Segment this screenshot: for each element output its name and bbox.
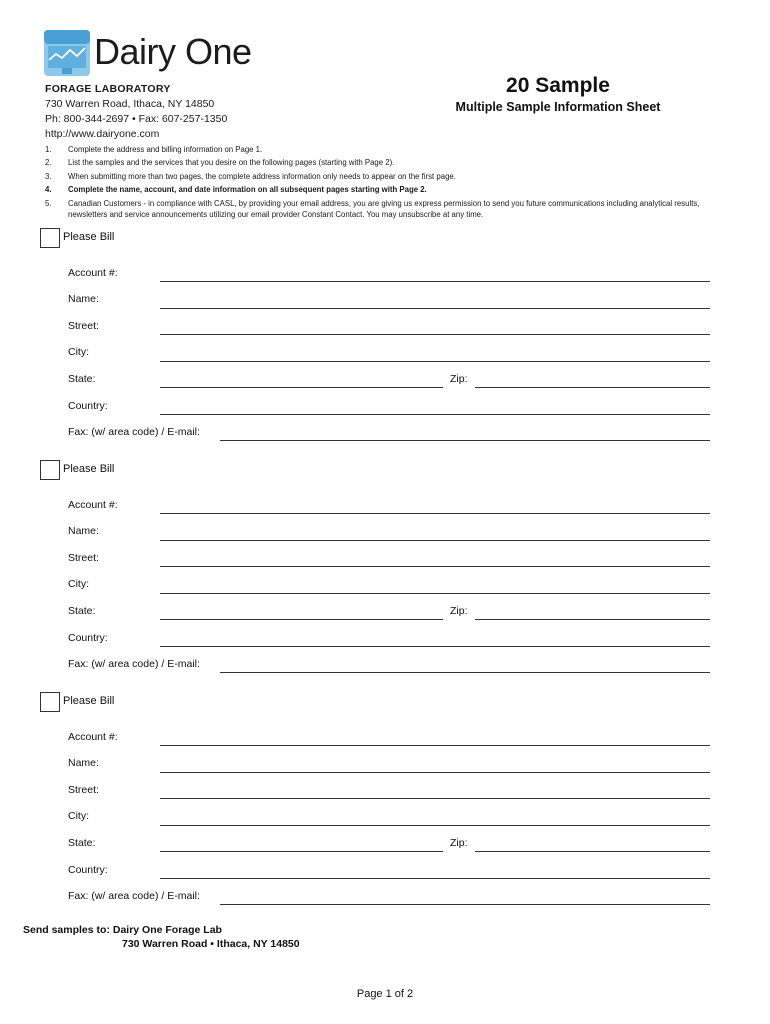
country-field[interactable] [160, 646, 710, 647]
city-field[interactable] [160, 593, 710, 594]
page-title: 20 Sample [506, 74, 610, 97]
state-label: State: [68, 605, 96, 617]
lab-contact-block [45, 82, 227, 142]
instruction-number: 1. [45, 145, 52, 154]
street-label: Street: [68, 552, 99, 564]
lab-phone-fax: Ph: 800-344-2697 • Fax: 607-257-1350 [45, 113, 228, 125]
name-label: Name: [68, 757, 99, 769]
billing-section-1 [0, 228, 770, 453]
state-label: State: [68, 373, 96, 385]
instruction-item [45, 198, 725, 220]
zip-field[interactable] [475, 851, 710, 852]
page-subtitle: Multiple Sample Information Sheet [455, 100, 661, 114]
please-bill-checkbox[interactable] [40, 228, 60, 248]
please-bill-checkbox[interactable] [40, 460, 60, 480]
instruction-text: Complete the address and billing information on Page 1. [68, 145, 263, 154]
city-label: City: [68, 810, 89, 822]
account-field[interactable] [160, 745, 710, 746]
account-field[interactable] [160, 513, 710, 514]
account-label: Account #: [68, 499, 118, 511]
billing-section-3 [0, 692, 770, 917]
fax-email-label: Fax: (w/ area code) / E-mail: [68, 658, 200, 670]
city-field[interactable] [160, 361, 710, 362]
city-field[interactable] [160, 825, 710, 826]
instruction-number: 3. [45, 171, 52, 181]
account-field[interactable] [160, 281, 710, 282]
lab-website-link[interactable]: http://www.dairyone.com [45, 128, 160, 140]
send-samples-address: 730 Warren Road • Ithaca, NY 14850 [122, 938, 300, 950]
brand-name: Dairy One [94, 31, 252, 72]
state-label: State: [68, 837, 96, 849]
lab-name: FORAGE LABORATORY [45, 83, 171, 95]
instruction-item [45, 157, 725, 168]
account-label: Account #: [68, 731, 118, 743]
please-bill-label: Please Bill [63, 231, 115, 243]
instruction-item [45, 144, 725, 155]
city-label: City: [68, 346, 89, 358]
country-field[interactable] [160, 414, 710, 415]
logo-mark-icon [44, 30, 90, 76]
fax-email-label: Fax: (w/ area code) / E-mail: [68, 890, 200, 902]
please-bill-label: Please Bill [63, 695, 115, 707]
fax-email-label: Fax: (w/ area code) / E-mail: [68, 426, 200, 438]
street-field[interactable] [160, 798, 710, 799]
name-field[interactable] [160, 308, 710, 309]
state-field[interactable] [160, 619, 443, 620]
instruction-item [45, 171, 725, 182]
street-label: Street: [68, 784, 99, 796]
zip-field[interactable] [475, 387, 710, 388]
country-label: Country: [68, 632, 108, 644]
instruction-text: List the samples and the services that you desire on the following pages (starting with Page 2). [68, 158, 395, 168]
instruction-item [45, 184, 725, 195]
name-field[interactable] [160, 540, 710, 541]
lab-address: 730 Warren Road, Ithaca, NY 14850 [45, 98, 215, 110]
instruction-text: Complete the name, account, and date information on all subsequent pages starting with Page 2. [68, 185, 427, 195]
please-bill-label: Please Bill [63, 463, 115, 475]
instruction-text: Canadian Customers - in compliance with CASL, by providing your email address, you are giving us express permission to send you future communications including analytical results, newsletters and service announcements utilizing our email provider Constant Contact. You may unsubscribe at any time. [68, 198, 700, 219]
fax-email-field[interactable] [220, 904, 710, 905]
name-field[interactable] [160, 772, 710, 773]
street-field[interactable] [160, 334, 710, 335]
state-field[interactable] [160, 387, 443, 388]
zip-label: Zip: [450, 373, 468, 385]
country-field[interactable] [160, 878, 710, 879]
page-number: Page 1 of 2 [356, 988, 414, 1000]
instruction-number: 2. [45, 158, 52, 168]
country-label: Country: [68, 400, 108, 412]
fax-email-field[interactable] [220, 440, 710, 441]
billing-section-2 [0, 460, 770, 685]
instruction-number: 4. [45, 185, 52, 195]
zip-label: Zip: [450, 605, 468, 617]
dairy-one-logo [44, 28, 264, 80]
instructions-list [45, 144, 725, 222]
name-label: Name: [68, 525, 99, 537]
instruction-text: When submitting more than two pages, the complete address information only needs to appear on the first page. [68, 171, 456, 181]
name-label: Name: [68, 293, 99, 305]
instruction-number: 5. [45, 198, 52, 208]
account-label: Account #: [68, 267, 118, 279]
fax-email-field[interactable] [220, 672, 710, 673]
city-label: City: [68, 578, 89, 590]
street-label: Street: [68, 320, 99, 332]
state-field[interactable] [160, 851, 443, 852]
country-label: Country: [68, 864, 108, 876]
send-samples-to: Send samples to: Dairy One Forage Lab [23, 924, 222, 936]
zip-label: Zip: [450, 837, 468, 849]
please-bill-checkbox[interactable] [40, 692, 60, 712]
zip-field[interactable] [475, 619, 710, 620]
street-field[interactable] [160, 566, 710, 567]
